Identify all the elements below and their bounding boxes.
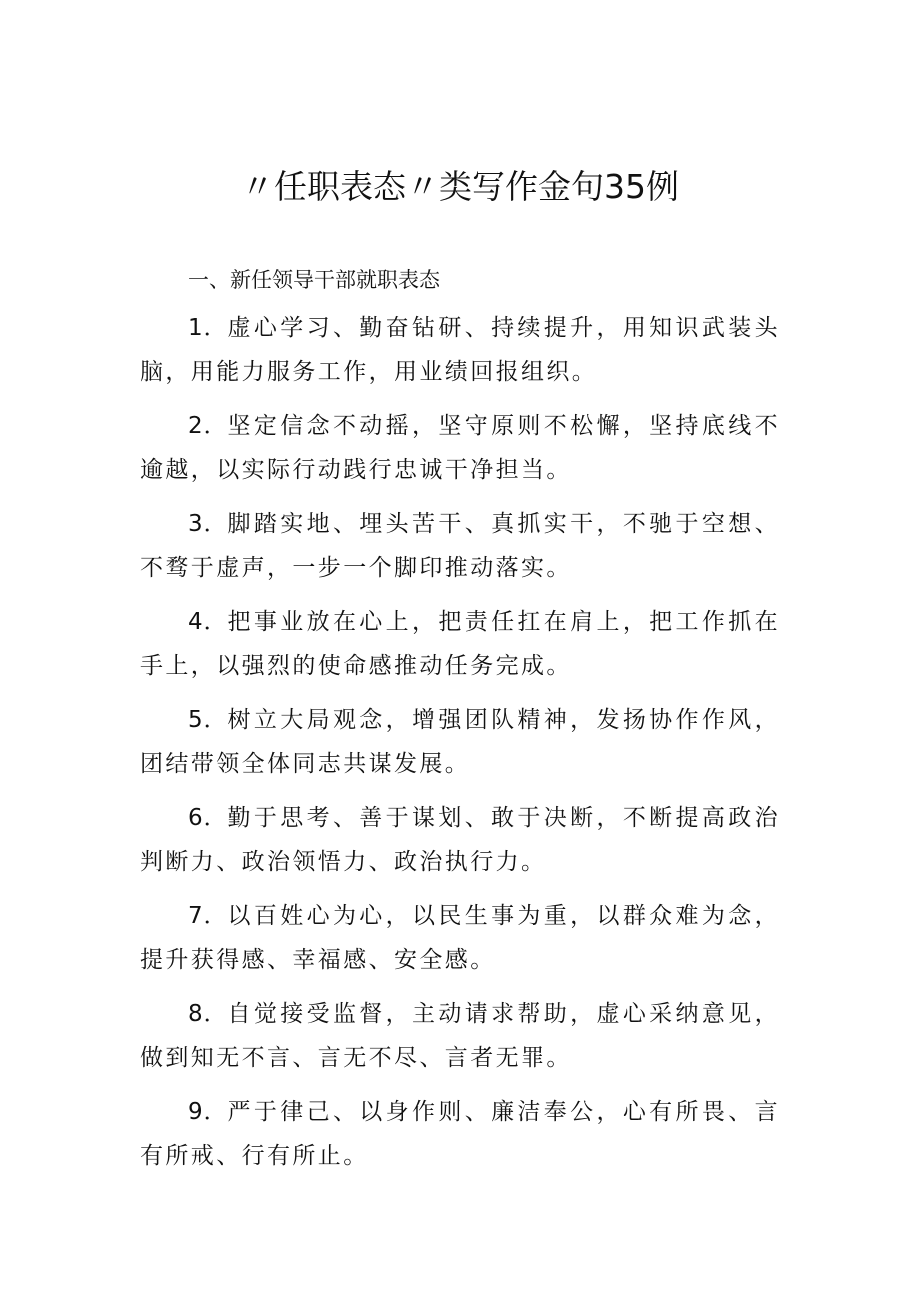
item-number: 7． — [188, 903, 228, 929]
item-number: 2． — [188, 413, 228, 439]
list-item — [140, 894, 780, 982]
item-number: 9． — [188, 1099, 228, 1125]
list-item — [140, 306, 780, 394]
item-text: 以百姓心为心，以民生事为重，以群众难为念，提升获得感、幸福感、安全感。 — [140, 903, 780, 973]
list-item — [140, 502, 780, 590]
section-heading: 一、新任领导干部就职表态 — [188, 268, 440, 292]
list-item — [140, 796, 780, 884]
item-text: 严于律己、以身作则、廉洁奉公，心有所畏、言有所戒、行有所止。 — [140, 1099, 780, 1169]
item-text: 自觉接受监督，主动请求帮助，虚心采纳意见，做到知无不言、言无不尽、言者无罪。 — [140, 1001, 780, 1071]
list-item — [140, 1090, 780, 1178]
list-item — [140, 992, 780, 1080]
item-number: 3． — [188, 511, 228, 537]
item-number: 8． — [188, 1001, 228, 1027]
item-text: 树立大局观念，增强团队精神，发扬协作作风，团结带领全体同志共谋发展。 — [140, 707, 780, 777]
item-number: 5． — [188, 707, 228, 733]
item-text: 坚定信念不动摇，坚守原则不松懈，坚持底线不逾越，以实际行动践行忠诚干净担当。 — [140, 413, 780, 483]
item-number: 6． — [188, 805, 228, 831]
item-list — [140, 306, 780, 1188]
document-title: 〃任职表态〃类写作金句35例 — [241, 167, 679, 206]
item-text: 勤于思考、善于谋划、敢于决断，不断提高政治判断力、政治领悟力、政治执行力。 — [140, 805, 780, 875]
item-text: 脚踏实地、埋头苦干、真抓实干，不驰于空想、不骛于虚声，一步一个脚印推动落实。 — [140, 511, 780, 581]
list-item — [140, 404, 780, 492]
list-item — [140, 600, 780, 688]
item-text: 虚心学习、勤奋钻研、持续提升，用知识武装头脑，用能力服务工作，用业绩回报组织。 — [140, 315, 780, 385]
item-text: 把事业放在心上，把责任扛在肩上，把工作抓在手上，以强烈的使命感推动任务完成。 — [140, 609, 780, 679]
list-item — [140, 698, 780, 786]
item-number: 1． — [188, 315, 228, 341]
item-number: 4． — [188, 609, 228, 635]
